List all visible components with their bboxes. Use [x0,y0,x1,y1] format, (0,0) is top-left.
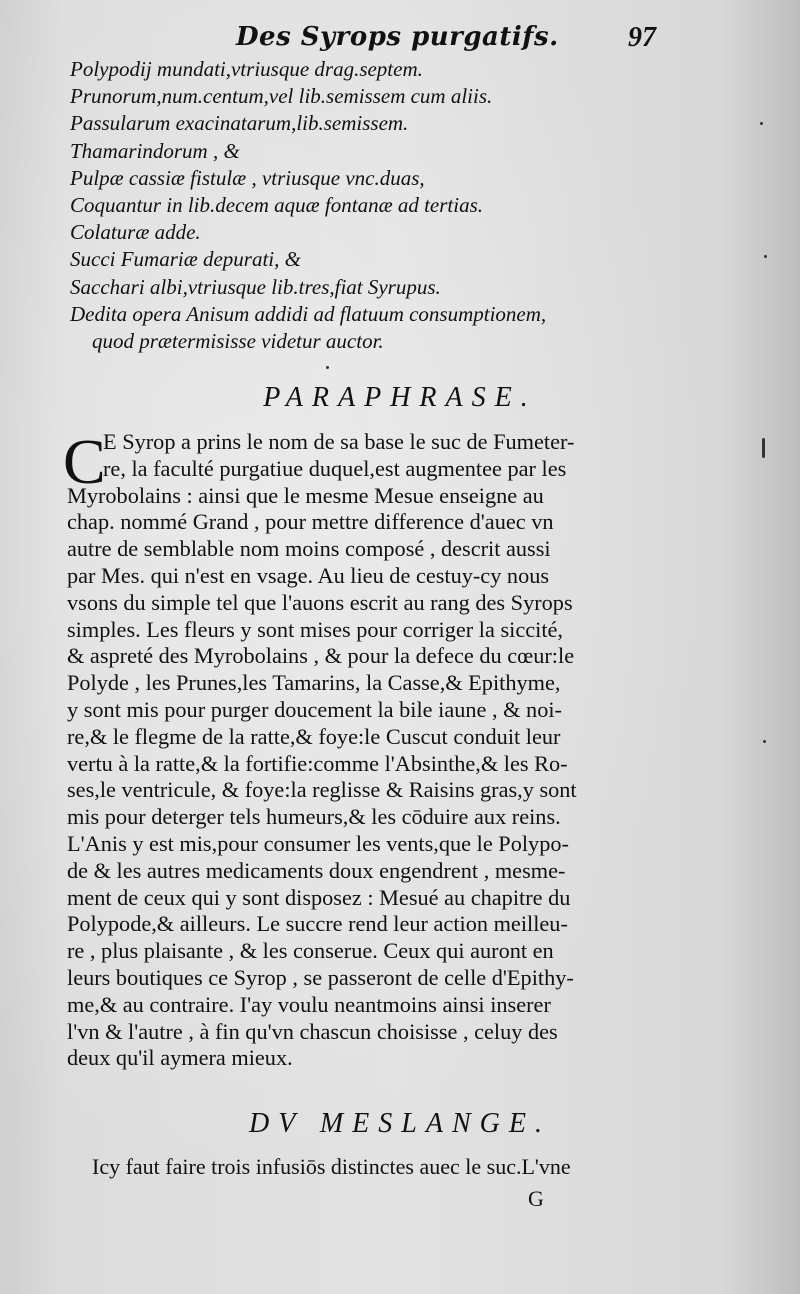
recipe-line: Thamarindorum , & [70,138,240,163]
ink-speck [326,366,329,369]
page-number: 97 [628,22,656,53]
signature-mark: G [528,1186,544,1211]
bleed-through-mark [762,438,765,458]
recipe-line: Prunorum,num.centum,vel lib.semissem cum aliis. [70,84,493,109]
recipe-list [70,56,710,355]
recipe-line: Polypodij mundati,vtriusque drag.septem. [70,57,423,81]
continuation-line: Icy faut faire trois infusiōs distinctes auec le suc.L'vne [92,1154,571,1179]
text-line: deux qu'il aymera mieux. [67,1045,293,1071]
text-line: Polypode,& ailleurs. Le succre rend leur action meilleu- [67,911,568,937]
paraphrase-body [67,429,667,1072]
text-line: par Mes. qui n'est en vsage. Au lieu de cestuy-cy nous [67,562,550,588]
recipe-line: Coquantur in lib.decem aquæ fontanæ ad tertias. [70,193,483,218]
text-line: leurs boutiques ce Syrop , se passeront de celle d'Epithy- [67,964,574,990]
ink-speck [763,740,766,743]
text-line: re,& le flegme de la ratte,& foye:le Cuscut conduit leur [67,723,561,749]
recipe-line: Succi Fumariæ depurati, & [70,247,301,272]
running-title: Des Syrops purgatifs. [236,22,559,52]
text-line: y sont mis pour purger doucement la bile iaune , & noi- [67,696,562,722]
meslange-heading: DV MESLANGE. [249,1108,551,1139]
text-line: E Syrop a prins le nom de sa base le suc de Fumeter- [103,429,575,454]
text-line: L'Anis y est mis,pour consumer les vents,que le Polypo- [67,830,569,856]
text-line: ment de ceux qui y sont disposez : Mesué au chapitre du [67,884,571,910]
ink-speck [764,255,767,258]
text-line: l'vn & l'autre , à fin qu'vn chascun choisisse , celuy des [67,1018,558,1044]
paraphrase-heading: PARAPHRASE. [263,382,537,413]
text-line: Myrobolains : ainsi que le mesme Mesue enseigne au [67,482,544,508]
text-line: vsons du simple tel que l'auons escrit au rang des Syrops [67,589,573,615]
drop-cap: C [63,426,106,497]
text-line: autre de semblable nom moins composé , descrit aussi [67,536,551,562]
text-line: ses,le ventricule, & foye:la reglisse & Raisins gras,y sont [67,777,577,803]
text-line: me,& au contraire. I'ay voulu neantmoins ainsi inserer [67,991,551,1017]
text-line: re, la faculté purgatiue duquel,est augmentee par les [103,455,567,481]
recipe-line: Colaturæ adde. [70,220,201,245]
text-line: simples. Les fleurs y sont mises pour corriger la siccité, [67,616,563,642]
text-line: mis pour deterger tels humeurs,& les cōduire aux reins. [67,804,561,830]
recipe-line: Pulpæ cassiæ fistulæ , vtriusque vnc.duas, [70,165,425,190]
recipe-line: quod prætermisisse videtur auctor. [92,329,384,354]
text-line: chap. nommé Grand , pour mettre difference d'auec vn [67,509,554,535]
text-line: Polyde , les Prunes,les Tamarins, la Casse,& Epithyme, [67,670,561,696]
text-line: & aspreté des Myrobolains , & pour la defece du cœur:le [67,643,575,669]
text-line: vertu à la ratte,& la fortifie:comme l'Absinthe,& les Ro- [67,750,568,776]
text-line: re , plus plaisante , & les conserue. Ceux qui auront en [67,938,554,964]
ink-speck [760,122,763,125]
text-line: de & les autres medicaments doux engendrent , mesme- [67,857,566,883]
recipe-line: Sacchari albi,vtriusque lib.tres,fiat Syrupus. [70,274,441,299]
recipe-line: Dedita opera Anisum addidi ad flatuum consumptionem, [70,301,547,326]
recipe-line: Passularum exacinatarum,lib.semissem. [70,111,409,136]
